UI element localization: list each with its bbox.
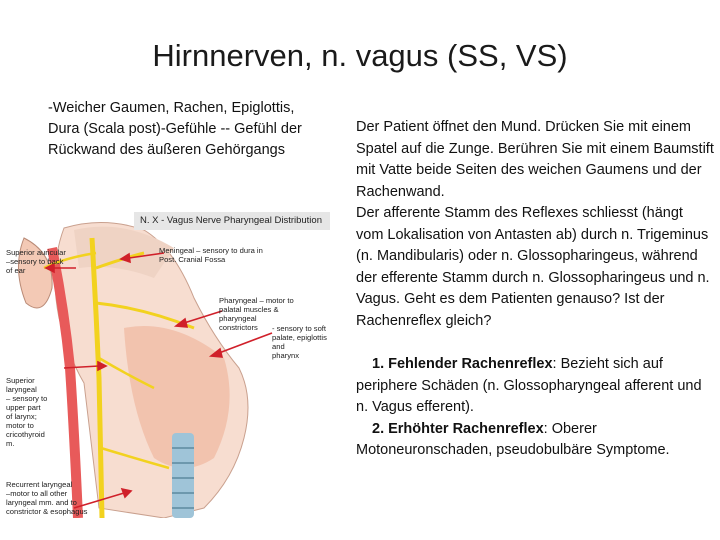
- slide-title: Hirnnerven, n. vagus (SS, VS): [152, 38, 568, 73]
- procedure-paragraph: Der Patient öffnet den Mund. Drücken Sie mit einem Spatel auf die Zunge. Berühren Sie mit einem Baumstift mit Vatte beide Seiten des weichen Gaumens und der Rachenwand.: [356, 119, 714, 200]
- trachea: [172, 433, 194, 518]
- label-superior-laryngeal: Superior laryngeal – sensory to upper part of larynx; motor to cricothyroid m.: [6, 376, 48, 448]
- item2-text: : Oberer Motoneuronschaden, pseudobulbäre Symptome.: [356, 420, 670, 458]
- label-recurrent-laryngeal: Recurrent laryngeal –motor to all other laryngeal mm. and to constrictor & esophagus: [6, 480, 88, 516]
- reflex-list: [356, 354, 714, 462]
- label-superior-auricular: Superior auricular –sensory to back of ear: [6, 248, 66, 275]
- reflex-paragraph: Der afferente Stamm des Reflexes schliesst (hängt vom Lokalisation von Antasten ab) durch n. Trigeminus (n. Mandibularis) oder n. Glossopharingeus, während der efferente Stamm durch n. Glossopharingeus und n. Vagus. Geht es dem Patienten genauso? Ist der Rachenreflex gleich?: [356, 205, 710, 329]
- vagus-anatomy-figure: [4, 208, 330, 518]
- list-item: [356, 419, 714, 462]
- label-meningeal: Meningeal – sensory to dura in Post. Cranial Fossa: [159, 246, 263, 264]
- label-pharyngeal: Pharyngeal – motor to palatal muscles & pharyngeal constrictors: [219, 296, 294, 332]
- right-column: [356, 117, 714, 462]
- figure-title: N. X - Vagus Nerve Pharyngeal Distribution: [134, 212, 330, 230]
- item1-heading: 1. Fehlender Rachenreflex: [372, 356, 553, 372]
- left-description: -Weicher Gaumen, Rachen, Epiglottis, Dura (Scala post)-Gefühle -- Gefühl der Rückwand des äußeren Gehörgangs: [48, 100, 302, 158]
- item1-text: : Bezieht sich auf periphere Schäden (n. Glossopharyngeal afferent und n. Vagus efferent).: [356, 356, 702, 415]
- list-item: [356, 354, 714, 419]
- label-sensory-soft-palate: - sensory to soft palate, epiglottis and pharynx: [272, 324, 327, 360]
- item2-heading: 2. Erhöhter Rachenreflex: [372, 420, 544, 437]
